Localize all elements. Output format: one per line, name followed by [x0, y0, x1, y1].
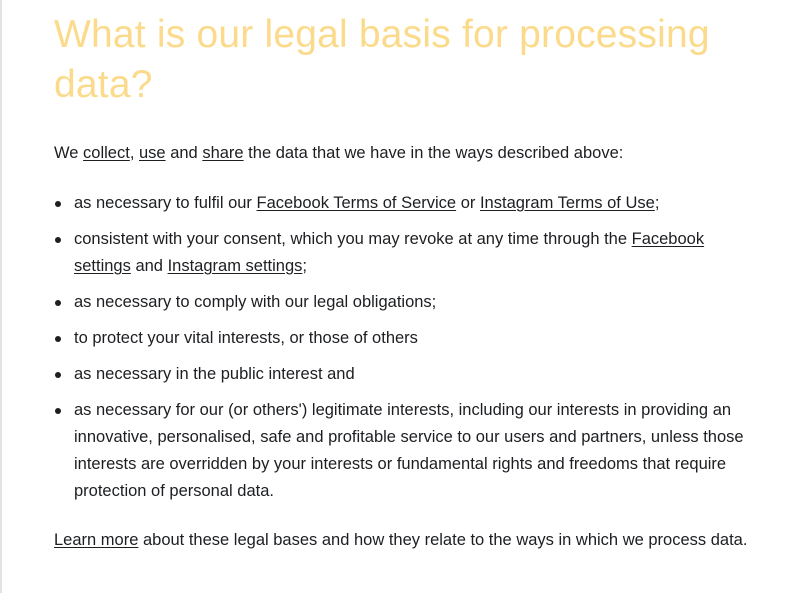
- bullet-dot: [55, 336, 61, 342]
- bullet-dot: [55, 372, 61, 378]
- facebook-terms-link[interactable]: Facebook Terms of Service: [256, 194, 457, 212]
- bullet-dot: [55, 300, 61, 306]
- intro-paragraph: [54, 140, 754, 167]
- legal-basis-section: [54, 10, 754, 554]
- list-item: [54, 289, 754, 316]
- item-text: as necessary to comply with our legal obligations;: [74, 293, 437, 311]
- collect-link[interactable]: collect: [83, 144, 130, 162]
- intro-sep1: ,: [129, 144, 139, 162]
- list-item: [54, 361, 754, 388]
- bullet-dot: [55, 237, 61, 243]
- instagram-terms-link[interactable]: Instagram Terms of Use: [479, 194, 655, 212]
- item-text: ;: [302, 257, 307, 275]
- intro-prefix: We: [54, 144, 84, 162]
- list-item: [54, 325, 754, 352]
- list-item: [54, 397, 754, 505]
- footer-text: about these legal bases and how they relate to the ways in which we process data.: [138, 531, 748, 549]
- item-text: ;: [654, 194, 660, 212]
- item-text: as necessary to fulfil our: [74, 194, 257, 212]
- item-text: and: [130, 257, 168, 275]
- item-text: as necessary for our (or others') legitimate interests, including our interests in providing an innovative, personalised, safe and profitable service to our users and partners, unless those interests are overridden by your interests or fundamental rights and freedoms that require protection of personal data.: [74, 401, 744, 500]
- intro-sep2: and: [165, 144, 203, 162]
- item-text: or: [456, 194, 480, 212]
- item-text: as necessary in the public interest and: [74, 365, 355, 383]
- bullet-dot: [55, 201, 61, 207]
- learn-more-paragraph: [54, 527, 754, 554]
- share-link[interactable]: share: [202, 144, 244, 162]
- legal-basis-list: [54, 190, 754, 505]
- intro-suffix: the data that we have in the ways described above:: [243, 144, 624, 162]
- left-border: [0, 0, 2, 593]
- page-title: What is our legal basis for processing data?: [54, 13, 710, 106]
- facebook-settings-link[interactable]: Facebook settings: [74, 230, 705, 275]
- instagram-settings-link[interactable]: Instagram settings: [167, 257, 303, 275]
- learn-more-link[interactable]: Learn more: [54, 531, 139, 549]
- item-text: to protect your vital interests, or those of others: [74, 329, 418, 347]
- list-item: [54, 226, 754, 280]
- use-link[interactable]: use: [139, 144, 166, 162]
- list-item: [54, 190, 754, 217]
- bullet-dot: [55, 408, 61, 414]
- item-text: consistent with your consent, which you may revoke at any time through the: [74, 230, 632, 248]
